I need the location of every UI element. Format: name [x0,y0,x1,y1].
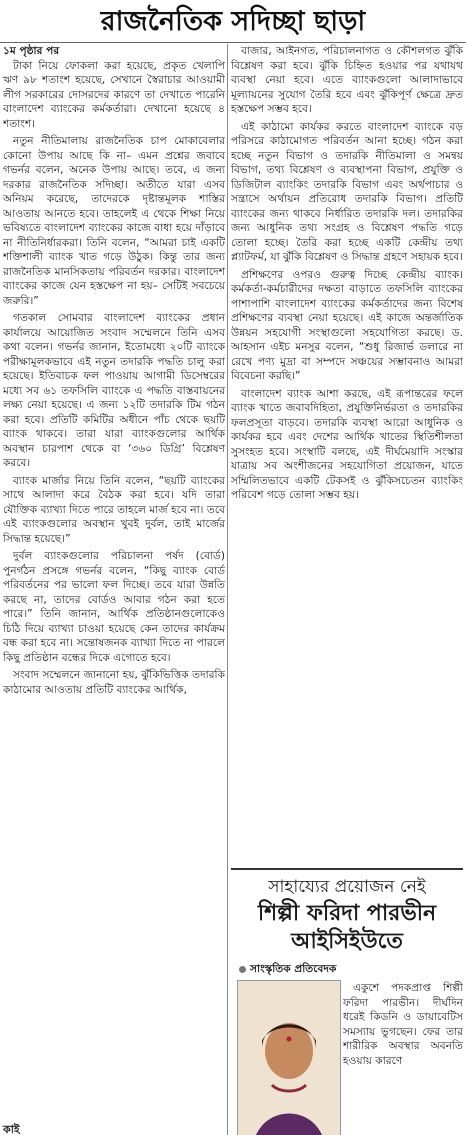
sidebar-headline: শিল্পী ফরিদা পারভীন আইসিইউতে [257,901,437,954]
paragraph: বাজার, আইনগত, পরিচালনাগত ও কৌশলগত ঝুঁকি বিশ্লেষণ করা হবে। ঝুঁকি চিহ্নিত হওয়ার পর যথাযথ ব্যবস্থা নেয়া হবে। এতে ব্যাংকগুলো আলাদাভাবে মূল্যায়নের সুযোগ তৈরি হবে এবং ঝুঁকিপূর্ণ ক্ষেত্রে দ্রুত হস্তক্ষেপ সম্ভব হবে। [231,45,463,115]
byline-text: সাংস্কৃতিক প্রতিবেদক [250,963,337,975]
paragraph: দুর্বল ব্যাংকগুলোর পরিচালনা পর্ষদ (বোর্ড) পুনর্গঠন প্রসঙ্গে গভর্নর বলেন, “কিছু ব্যাংক বোর্ড পরিবর্তনের পর ভালো ফল দিচ্ছে। তবে যারা উন্নতি করছে না, তাদের বোর্ডও আবার গঠন করা হতে পারে।” তিনি জানান, আর্থিক প্রতিষ্ঠানগুলোকেও চিঠি দিয়ে ব্যাখ্যা চাওয়া হয়েছে কেন তাদের কার্যক্রম বন্ধ করা হবে না। সন্তোষজনক ব্যাখ্যা দিতে না পারলে কিছু প্রতিষ্ঠান বন্ধের দিকে এগোতে হবে। [3,550,225,664]
sidebar-byline [239,962,463,979]
jump-label: ১ম পৃষ্ঠার পর [3,45,60,57]
paragraph: বাংলাদেশ ব্যাংক আশা করছে, এই রূপান্তরের ফলে ব্যাংক খাতে জবাবদিহিতা, প্রযুক্তিনির্ভরতা ও তদারকির ফলপ্রসূতা বাড়বে। তদারকি ব্যবস্থা আরো আধুনিক ও কার্যকর হবে এবং দেশের আর্থিক খাতের স্থিতিশীলতা সুসংহত হবে। সংস্থাটি বলছে, এই দীর্ঘমেয়াদি সংস্কার যাত্রায় সব অংশীজনের সহযোগিতা প্রয়োজন, যাতে সম্মিলিতভাবে একটি টেকসই ও ঝুঁকিসচেতন ব্যাংকিং পরিবেশ গড়ে তোলা সম্ভব হয়। [231,387,463,501]
paragraph: প্রশিক্ষণের ওপরও গুরুত্ব দিচ্ছে কেন্দ্রীয় ব্যাংক। কর্মকর্তা-কর্মচারীদের দক্ষতা বাড়াতে তফসিলি ব্যাংকের পাশাপাশি বাংলাদেশ ব্যাংকের কর্মকর্তাদের জন্য বিশেষ প্রশিক্ষণের ব্যবস্থা নেয়া হয়েছে। এই কাজে অন্তর্জাতিক উন্নয়ন সহযোগী সংস্থাগুলো সহযোগিতা করছে। ড. আহসান এইচ মনসুর বলেন, “শুধু রিজার্ভ ডলারে না রেখে পণ্য মুদ্রা বা সম্পদে সঞ্চয়ের সম্ভাবনাও আমরা বিবেচনা করছি।” [231,268,463,382]
sidebar-kicker: সাহায্যের প্রয়োজন নেই [268,877,426,897]
portrait-photo [237,980,341,1135]
paragraph: সংবাদ সম্মেলনে জানানো হয়, ঝুঁকিভিত্তিক তদারকি কাঠামোর আওতায় প্রতিটি ব্যাংকের আর্থিক, [3,669,225,696]
bullet-icon [239,966,246,973]
sidebar-paragraph: একুশে পদকপ্রাপ্ত শিল্পী ফরিদা পারভীন। দীর্ঘদিন ধরেই কিডনি ও ডায়াবেটিস সমস্যায় ভুগছেন। ফের তার শারীরিক অবস্থার অবনতি হওয়ায় কারণে [343,982,463,1067]
column-divider [227,44,228,1135]
headline: রাজনৈতিক সদিচ্ছা ছাড়া [0,2,466,43]
left-column [3,44,225,1135]
portrait-illustration [238,981,340,1135]
paragraph: টাকা নিয়ে ফোকলা করা হয়েছে, প্রকৃত খেলাপি ঋণ ৯৮ শতাংশ হয়েছে, সেখানে স্বৈরাচার আওয়ামী লীগ সরকারের দোসরদের কারণে তা দেখাতে পারেনি বাংলাদেশ ব্যাংকের কর্মকর্তারা। দেখানো হয়েছে ৪ শতাংশ। [3,59,225,130]
paragraph: গতকাল সোমবার বাংলাদেশ ব্যাংকের প্রধান কার্যালয়ে আয়োজিত সংবাদ সম্মেলনে তিনি এসব কথা বলেন। গভর্নর জানান, ইতোমধ্যে ২০টি ব্যাংকে পরীক্ষামূলকভাবে এই নতুন তদারকি পদ্ধতি চালু করা হয়েছে। ইতিবাচক ফল পাওয়ায় আগামী ডিসেম্বরের মধ্যে সব ৬১ তফসিলি ব্যাংকে এ পদ্ধতি বাস্তবায়নের লক্ষ্য নেয়া হয়েছে। এ জন্য ১২টি তদারকি টিম গঠন করা হবে। প্রতিটি কমিটির অধীনে পাঁচ থেকে ছয়টি ব্যাংক থাকবে। তারা যারা ব্যাংকগুলোর আর্থিক অবস্থান চারপাশ থেকে বা ‘৩৬০ ডিগ্রি’ বিশ্লেষণ করবে। [3,312,225,469]
sidebar-story [231,868,463,1135]
next-story-fragment: কাই [3,1123,20,1135]
paragraph: ব্যাংক মার্জার নিয়ে তিনি বলেন, “ছয়টি ব্যাংকের সাথে আলাদা করে বৈঠক করা হবে। যদি তারা যৌক্তিক ব্যাখ্যা দিতে পারে তাহলে মার্জ হবে না। তবে এই ব্যাংকগুলোর অবস্থান খুবই দুর্বল, তাই মার্জের সিদ্ধান্ত হয়েছে।” [3,474,225,545]
paragraph: নতুন নীতিমালায় রাজনৈতিক চাপ মোকাবেলার কোনো উপায় আছে কি না– এমন প্রশ্নের জবাবে গভর্নর বলেন, অনেক উপায় আছে। তবে, এ জন্য দরকার রাজনৈতিক সদিচ্ছা। অতীতে যারা এসব অনিয়ম করেছে, তাদেরকে দৃষ্টান্তমূলক শাস্তির আওতায় আনতে হবে। তাহলেই এ থেকে শিক্ষা নিয়ে ভবিষ্যতে বাংলাদেশ ব্যাংকের কাজে বাধা হয়ে দাঁড়াবে না নীতিনির্ধারকরা। তিনি বলেন, “আমরা চাই একটি শক্তিশালী ব্যাংক খাত গড়ে উঠুক। কিন্তু তার জন্য রাজনৈতিক মানসিকতায় পরিবর্তন দরকার। বাংলাদেশ ব্যাংকের কাজে যেন হস্তক্ষেপ না হয়– সেটিই সবচেয়ে জরুরি।” [3,135,225,307]
paragraph: এই কাঠামো কার্যকর করতে বাংলাদেশ ব্যাংকে বড় পরিসরে কাঠামোগত পরিবর্তন আনা হচ্ছে। গঠন করা হচ্ছে নতুন বিভাগ ও তদারকি নীতিমালা ও সমন্বয় বিভাগ, তথ্য বিশ্লেষণ ও ব্যবস্থাপনা বিভাগ, প্রযুক্তি ও ডিজিটাল ব্যাংকিং তদারকি বিভাগ এবং অর্থপাচার ও সন্ত্রাসে অর্থায়ন প্রতিরোধ তদারকি বিভাগ। প্রতিটি ব্যাংকের জন্য থাকবে নির্ধারিত তদারকি দল। তদারকির জন্য আধুনিক তথ্য সংগ্রহ ও বিশ্লেষণ পদ্ধতি গড়ে তোলা হচ্ছে। তৈরি করা হচ্ছে একটি কেন্দ্রীয় তথ্য প্ল্যাটফর্ম, যা ঝুঁকি বিশ্লেষণ ও সিদ্ধান্ত গ্রহণে সহায়ক হবে। [231,120,463,263]
sidebar-text-block [343,981,463,1068]
